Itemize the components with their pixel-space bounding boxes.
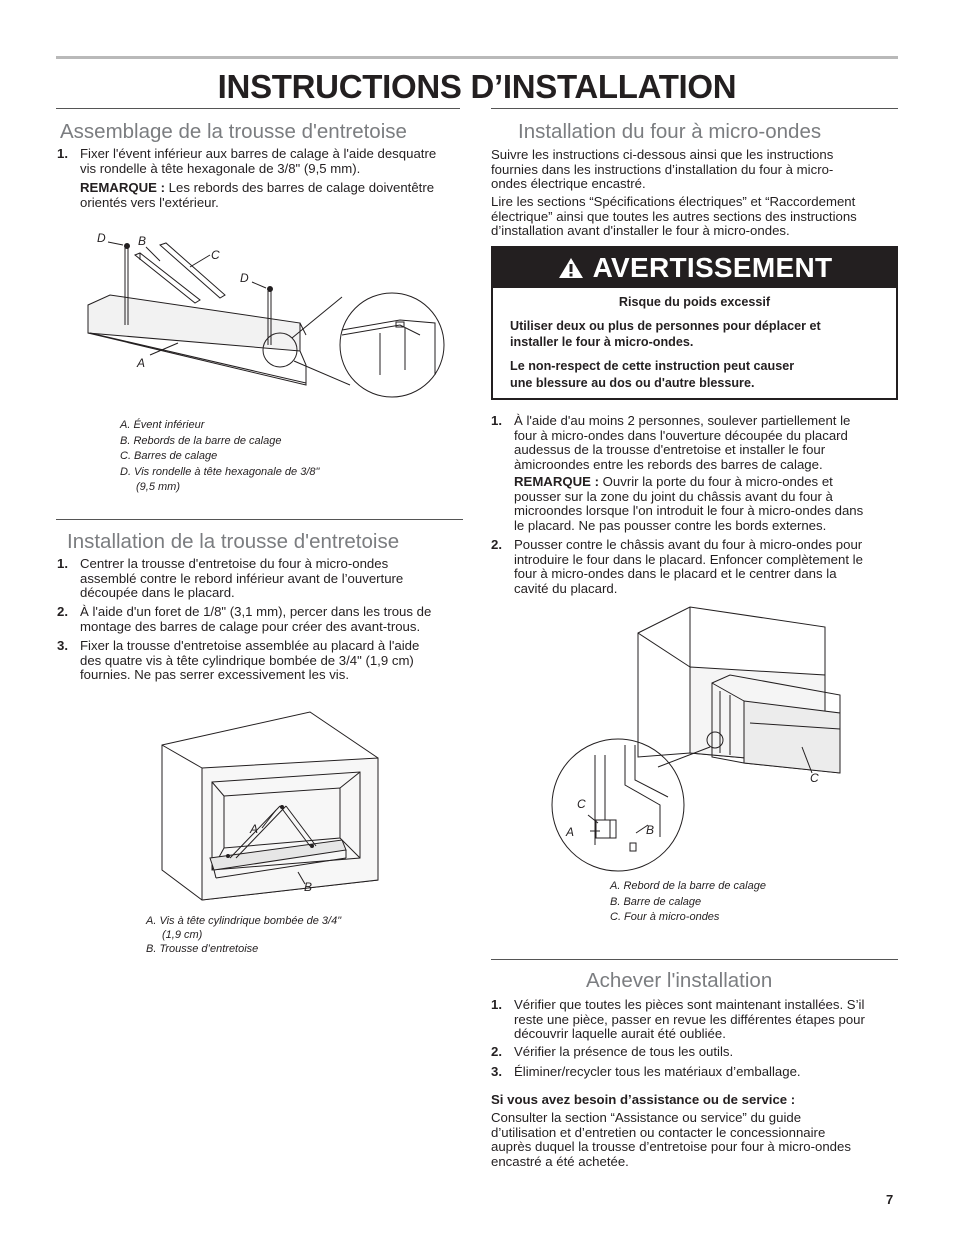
note-text: pousser sur la zone du joint du châssis avant du four à [514, 488, 833, 504]
para-line: ondes électrique encastré. [491, 176, 646, 192]
label-b: B [138, 234, 147, 248]
label-b: B [646, 823, 655, 837]
page-title: INSTRUCTIONS D’INSTALLATION [217, 68, 737, 105]
label-c-oven: C [810, 771, 819, 785]
warning-line: installer le four à micro-ondes. [510, 335, 694, 349]
section-rule [56, 519, 463, 520]
step-number: 1. [491, 997, 502, 1012]
para-line: encastré a été achetée. [491, 1154, 629, 1170]
step-line: Éliminer/recycler tous les matériaux d’emballage. [514, 1064, 801, 1079]
step-line: Fixer la trousse d'entretoise assemblée au placard à l'aide [80, 638, 420, 653]
note-label: REMARQUE : [80, 180, 165, 195]
figure-vent-assembly [80, 225, 450, 415]
step-number: 2. [491, 537, 502, 552]
label-a: A [566, 825, 575, 839]
step-line: À l'aide d'au moins 2 personnes, soulever partiellement le [514, 413, 851, 428]
intro-paragraph-2 [491, 195, 901, 239]
caption-line: B. Rebords de la barre de calage [120, 434, 282, 447]
heading-achever: Achever l'installation [586, 969, 773, 992]
achever-step-2 [491, 1045, 901, 1060]
top-rule [56, 56, 898, 59]
step-line: introduire le four dans le placard. Enfoncer complètement le [514, 551, 863, 567]
warning-line: Le non-respect de cette instruction peut causer [510, 359, 795, 373]
label-a: A [250, 822, 259, 836]
step-line: découvrir laquelle aurait été oubliée. [514, 1026, 726, 1042]
label-d-left: D [97, 231, 106, 245]
note-text: microondes lorsque l'on introduit le four à micro-ondes dans [514, 503, 864, 519]
step-number: 2. [57, 604, 68, 619]
warning-header [493, 248, 896, 288]
step-line: vis rondelle à tête hexagonale de 3/8" (9,5 mm). [80, 160, 361, 176]
note-text: Les rebords des barres de calage doiventêtre [165, 180, 435, 195]
achever-step-3 [491, 1065, 901, 1080]
figure-microwave-insertion [550, 605, 850, 880]
step-line: four à micro-ondes dans l'ouverture découpée du placard [514, 427, 848, 443]
warning-title: AVERTISSEMENT [592, 252, 833, 283]
step-line: Pousser contre le châssis avant du four à micro-ondes pour [514, 537, 863, 552]
intro-paragraph-1 [491, 148, 901, 192]
step-number: 3. [57, 638, 68, 653]
step-number: 3. [491, 1064, 502, 1079]
heading-assemblage: Assemblage de la trousse d'entretoise [60, 120, 407, 143]
four-step-2 [491, 538, 901, 597]
trousse-step-1 [57, 557, 467, 601]
step-line: assemblé contre le rebord inférieur avant de l’ouverture [80, 570, 404, 586]
para-line: Suivre les instructions ci-dessous ainsi que les instructions [491, 147, 834, 162]
heading-installation-trousse: Installation de la trousse d'entretoise [67, 530, 400, 553]
step-line: découpée dans le placard. [80, 585, 235, 601]
step-line: Fixer l'évent inférieur aux barres de calage à l'aide desquatre [80, 146, 437, 161]
assistance-heading: Si vous avez besoin d’assistance ou de service : [491, 1092, 796, 1107]
para-line: électrique” ainsi que toutes les autres sections des instructions [491, 208, 857, 224]
label-d-right: D [240, 271, 249, 285]
para-line: fournies dans les instructions d’installation du four à micro- [491, 161, 834, 177]
assemblage-note [80, 181, 470, 210]
caption-line: C. Barres de calage [120, 450, 218, 462]
caption-line: B. Trousse d’entretoise [146, 943, 259, 955]
caption-installation-four [610, 879, 766, 926]
note-text: Ouvrir la porte du four à micro-ondes et [599, 474, 833, 489]
figure-cabinet-spacer [160, 710, 380, 905]
step-line: Vérifier que toutes les pièces sont maintenant installées. S’il [514, 997, 865, 1012]
section-rule [56, 108, 460, 109]
step-line: À l'aide d'un foret de 1/8" (3,1 mm), percer dans les trous de [80, 604, 432, 619]
caption-line: A. Évent inférieur [120, 419, 205, 431]
step-line: audessus de la trousse d'entretoise et installer le four [514, 442, 826, 458]
caption-line: (1,9 cm) [162, 929, 203, 941]
page-number: 7 [886, 1192, 894, 1207]
section-rule [491, 108, 898, 109]
step-line: àmicroondes entre les rebords des barres de calage. [514, 457, 823, 473]
step-line: des quatre vis à tête cylindrique bombée de 3/4" (1,9 cm) [80, 652, 414, 668]
note-text: orientés vers l'extérieur. [80, 194, 219, 210]
achever-step-1 [491, 998, 901, 1042]
caption-line: D. Vis rondelle à tête hexagonale de 3/8" [120, 465, 320, 478]
step-line: cavité du placard. [514, 581, 618, 597]
warning-triangle-icon [557, 256, 585, 280]
step-line: four à micro-ondes dans le placard et le centrer dans la [514, 566, 837, 582]
trousse-step-3 [57, 639, 467, 683]
caption-line: A. Vis à tête cylindrique bombée de 3/4" [146, 915, 342, 927]
step-number: 1. [57, 556, 68, 571]
step-line: reste une pièce, passer en revue les différentes étapes pour [514, 1011, 865, 1027]
label-a: A [137, 356, 146, 370]
caption-installation-trousse [146, 914, 341, 956]
trousse-step-2 [57, 605, 467, 634]
para-line: Consulter la section “Assistance ou service” du guide [491, 1110, 802, 1125]
four-step-1 [491, 414, 901, 473]
step-number: 1. [491, 413, 502, 428]
warning-subtitle: Risque du poids excessif [618, 295, 771, 309]
step-line: montage des barres de calage pour créer des avant-trous. [80, 618, 421, 634]
para-line: auprès duquel la trousse d’entretoise pour four à micro-ondes [491, 1139, 851, 1155]
step-line: fournies. Ne pas serrer excessivement les vis. [80, 667, 349, 683]
caption-line: B. Barre de calage [610, 895, 702, 908]
warning-line: une blessure au dos ou d'autre blessure. [510, 376, 755, 390]
caption-line: C. Four à micro-ondes [610, 911, 720, 923]
note-label: REMARQUE : [514, 474, 599, 489]
para-line: d’installation avant d'installer le four à micro-ondes. [491, 223, 790, 239]
section-rule [491, 959, 898, 960]
para-line: Lire les sections “Spécifications électriques” et “Raccordement [491, 194, 856, 209]
caption-line: A. Rebord de la barre de calage [610, 880, 766, 892]
caption-line: (9,5 mm) [136, 481, 180, 493]
label-c: C [211, 248, 220, 262]
step-line: Centrer la trousse d'entretoise du four à micro-ondes [80, 556, 389, 571]
assistance-paragraph [491, 1111, 901, 1170]
warning-box [491, 246, 898, 400]
note-text: le placard. Ne pas pousser contre les bords externes. [514, 518, 827, 534]
step-number: 2. [491, 1044, 502, 1059]
para-line: d’utilisation et d’entretien ou contacter le concessionnaire [491, 1124, 826, 1140]
warning-line: Utiliser deux ou plus de personnes pour déplacer et [510, 319, 821, 333]
assemblage-step-1 [57, 147, 467, 176]
caption-assemblage [120, 418, 319, 496]
label-c-detail: C [577, 797, 586, 811]
four-note [514, 475, 904, 534]
label-b: B [304, 880, 313, 894]
step-number: 1. [57, 146, 68, 161]
heading-installation-four: Installation du four à micro-ondes [518, 120, 822, 143]
step-line: Vérifier la présence de tous les outils. [514, 1044, 734, 1059]
